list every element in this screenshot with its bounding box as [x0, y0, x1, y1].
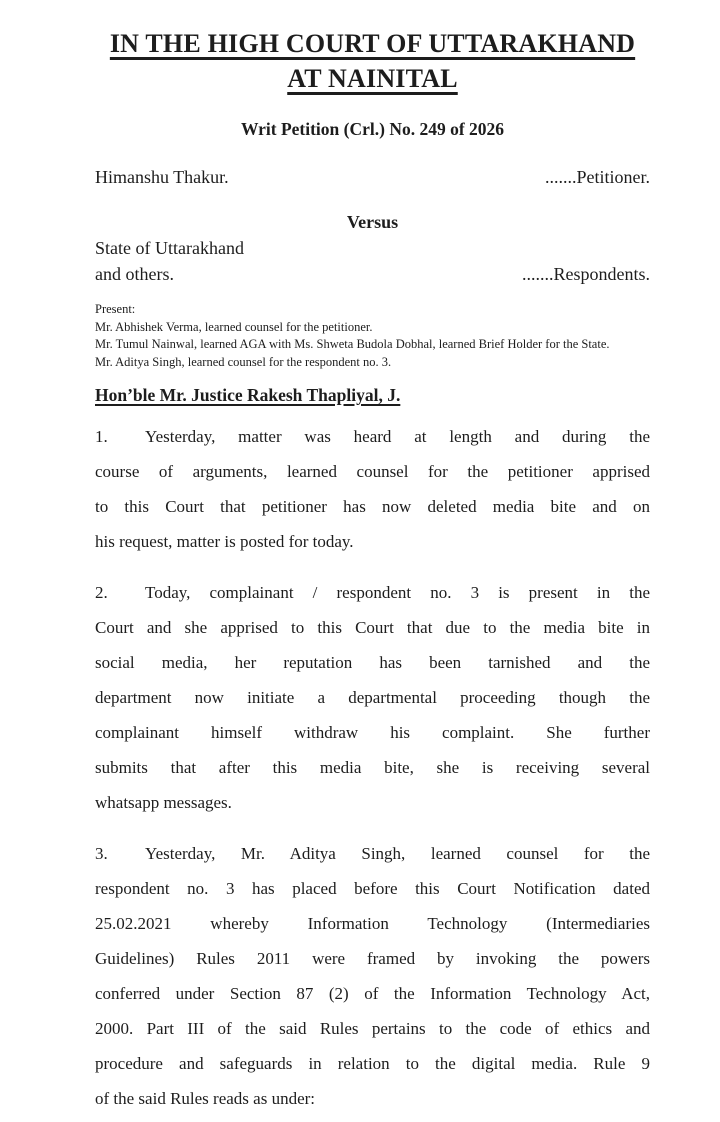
petitioner-name: Himanshu Thakur.	[95, 167, 229, 187]
paragraph-line: 3. Yesterday, Mr. Aditya Singh, learned counsel for the	[95, 836, 650, 871]
paragraph-number: 2.	[95, 583, 108, 602]
paragraph-line: Court and she apprised to this Court that due to the media bite in	[95, 618, 650, 637]
paragraph-line: Guidelines) Rules 2011 were framed by invoking the powers	[95, 949, 650, 968]
court-order-page	[95, 0, 650, 1116]
paragraph-line: of the said Rules reads as under:	[95, 1089, 315, 1108]
paragraph-line: respondent no. 3 has placed before this Court Notification dated	[95, 879, 650, 898]
court-title-line2: AT NAINITAL	[287, 64, 458, 93]
order-paragraph-1	[95, 419, 650, 559]
paragraph-line: 25.02.2021 whereby Information Technology (Intermediaries	[95, 914, 650, 933]
paragraph-line: department now initiate a departmental proceeding though the	[95, 688, 650, 707]
court-title	[95, 26, 650, 96]
petitioner-label: .......Petitioner.	[545, 167, 650, 187]
respondent-name-line2: and others.	[95, 264, 174, 284]
appearance-block	[95, 301, 650, 371]
order-paragraph-2	[95, 575, 650, 820]
paragraph-line: his request, matter is posted for today.	[95, 532, 354, 551]
present-heading: Present:	[95, 302, 136, 316]
counsel-line: Mr. Abhishek Verma, learned counsel for the petitioner.	[95, 319, 373, 334]
respondent-name-line1: State of Uttarakhand	[95, 238, 244, 258]
paragraph-line: 2. Today, complainant / respondent no. 3 is present in the	[95, 575, 650, 610]
respondents-row	[95, 263, 650, 285]
court-title-line1: IN THE HIGH COURT OF UTTARAKHAND	[109, 29, 636, 58]
paragraph-line: social media, her reputation has been tarnished and the	[95, 653, 650, 672]
paragraph-line: submits that after this media bite, she is receiving several	[95, 758, 650, 777]
paragraph-line: 2000. Part III of the said Rules pertains to the code of ethics and	[95, 1019, 650, 1038]
judge-heading: Hon’ble Mr. Justice Rakesh Thapliyal, J.	[95, 385, 401, 405]
case-number: Writ Petition (Crl.) No. 249 of 2026	[240, 119, 505, 139]
counsel-line: Mr. Tumul Nainwal, learned AGA with Ms. Shweta Budola Dobhal, learned Brief Holder for the State.	[95, 337, 610, 351]
paragraph-line: complainant himself withdraw his complaint. She further	[95, 723, 650, 742]
order-paragraph-3	[95, 836, 650, 1116]
paragraph-number: 3.	[95, 844, 108, 863]
paragraph-line: procedure and safeguards in relation to the digital media. Rule 9	[95, 1054, 650, 1073]
counsel-line: Mr. Aditya Singh, learned counsel for the respondent no. 3.	[95, 354, 392, 369]
paragraph-line: conferred under Section 87 (2) of the Information Technology Act,	[95, 984, 650, 1003]
versus-label: Versus	[346, 212, 399, 232]
paragraph-line: to this Court that petitioner has now deleted media bite and on	[95, 497, 650, 516]
petitioner-row	[95, 166, 650, 188]
paragraph-number: 1.	[95, 427, 108, 446]
paragraph-line: course of arguments, learned counsel for the petitioner apprised	[95, 462, 650, 481]
paragraph-line: 1. Yesterday, matter was heard at length and during the	[95, 419, 650, 454]
respondents-label: .......Respondents.	[522, 264, 650, 284]
paragraph-line: whatsapp messages.	[95, 793, 232, 812]
